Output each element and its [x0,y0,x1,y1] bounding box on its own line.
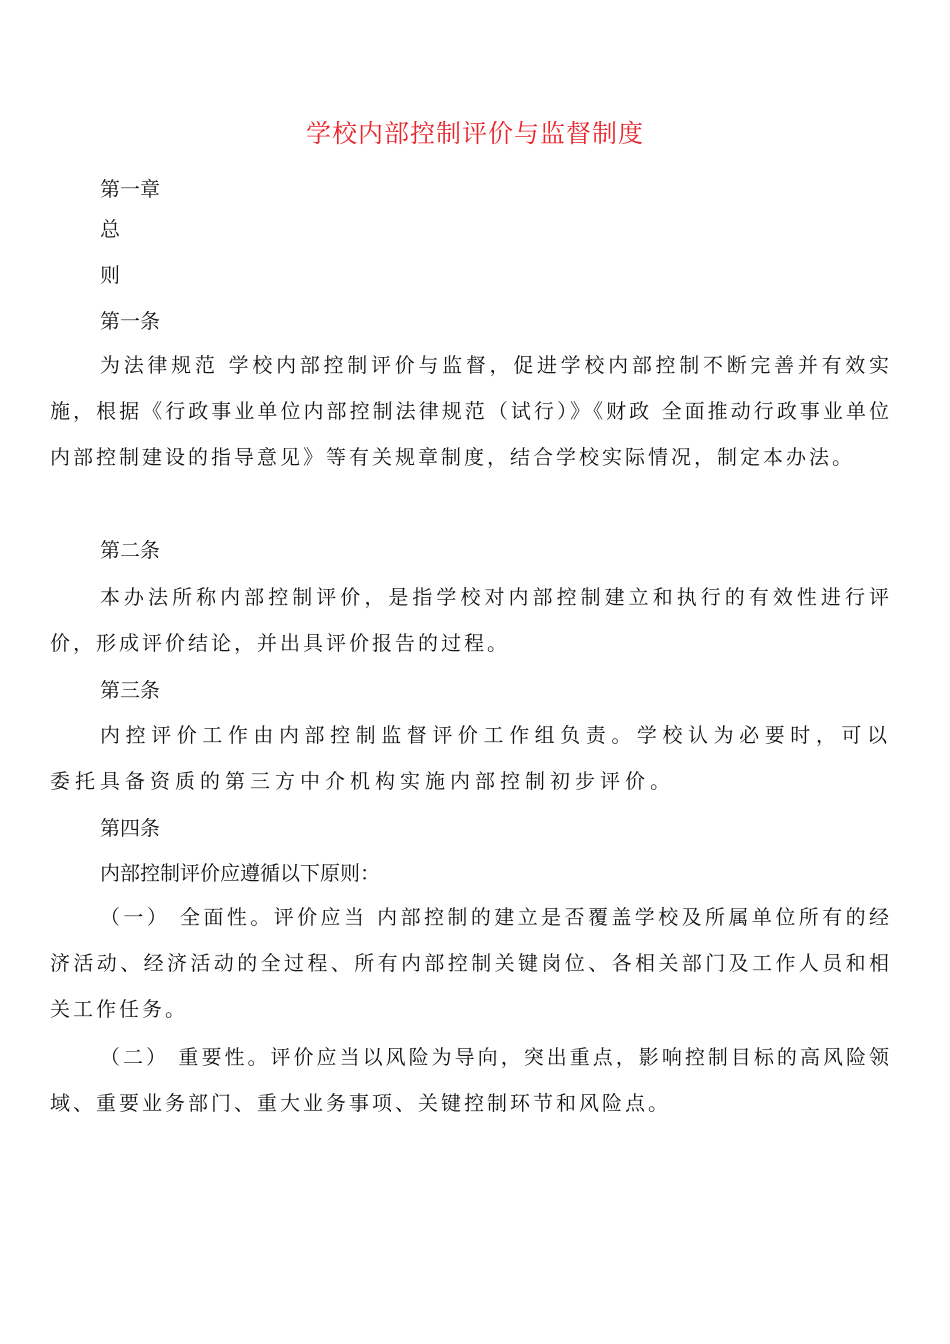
principle-importance: （二） 重要性。评价应当以风险为导向，突出重点，影响控制目标的高风险领域、重要业务部门、重大业务事项、关键控制环节和风险点。 [50,1045,892,1115]
article-3-label: 第三条 [100,678,160,702]
article-1-label: 第一条 [100,309,160,333]
article-2-paragraph: 本办法所称内部控制评价，是指学校对内部控制建立和执行的有效性进行评价，形成评价结论，并出具评价报告的过程。 [50,585,892,655]
article-4-label: 第四条 [100,816,160,840]
article-3-paragraph: 内控评价工作由内部控制监督评价工作组负责。学校认为必要时，可以委托具备资质的第三方中介机构实施内部控制初步评价。 [50,723,892,793]
chapter-name-part-1: 总 [100,217,120,241]
article-4-intro: 内部控制评价应遵循以下原则： [100,861,380,885]
article-2-label: 第二条 [100,538,160,562]
document-title: 学校内部控制评价与监督制度 [305,119,644,148]
principle-comprehensiveness: （一） 全面性。评价应当 内部控制的建立是否覆盖学校及所属单位所有的经济活动、经济活动的全过程、所有内部控制关键岗位、各相关部门及工作人员和相关工作任务。 [50,905,892,1021]
chapter-label: 第一章 [100,177,160,201]
chapter-name-part-2: 则 [100,263,120,287]
article-1-paragraph: 为法律规范 学校内部控制评价与监督，促进学校内部控制不断完善并有效实施，根据《行政事业单位内部控制法律规范（试行）》《财政 全面推动行政事业单位内部控制建设的指导意见》等有关规章制度，结合学校实际情况，制定本办法。 [50,353,892,469]
